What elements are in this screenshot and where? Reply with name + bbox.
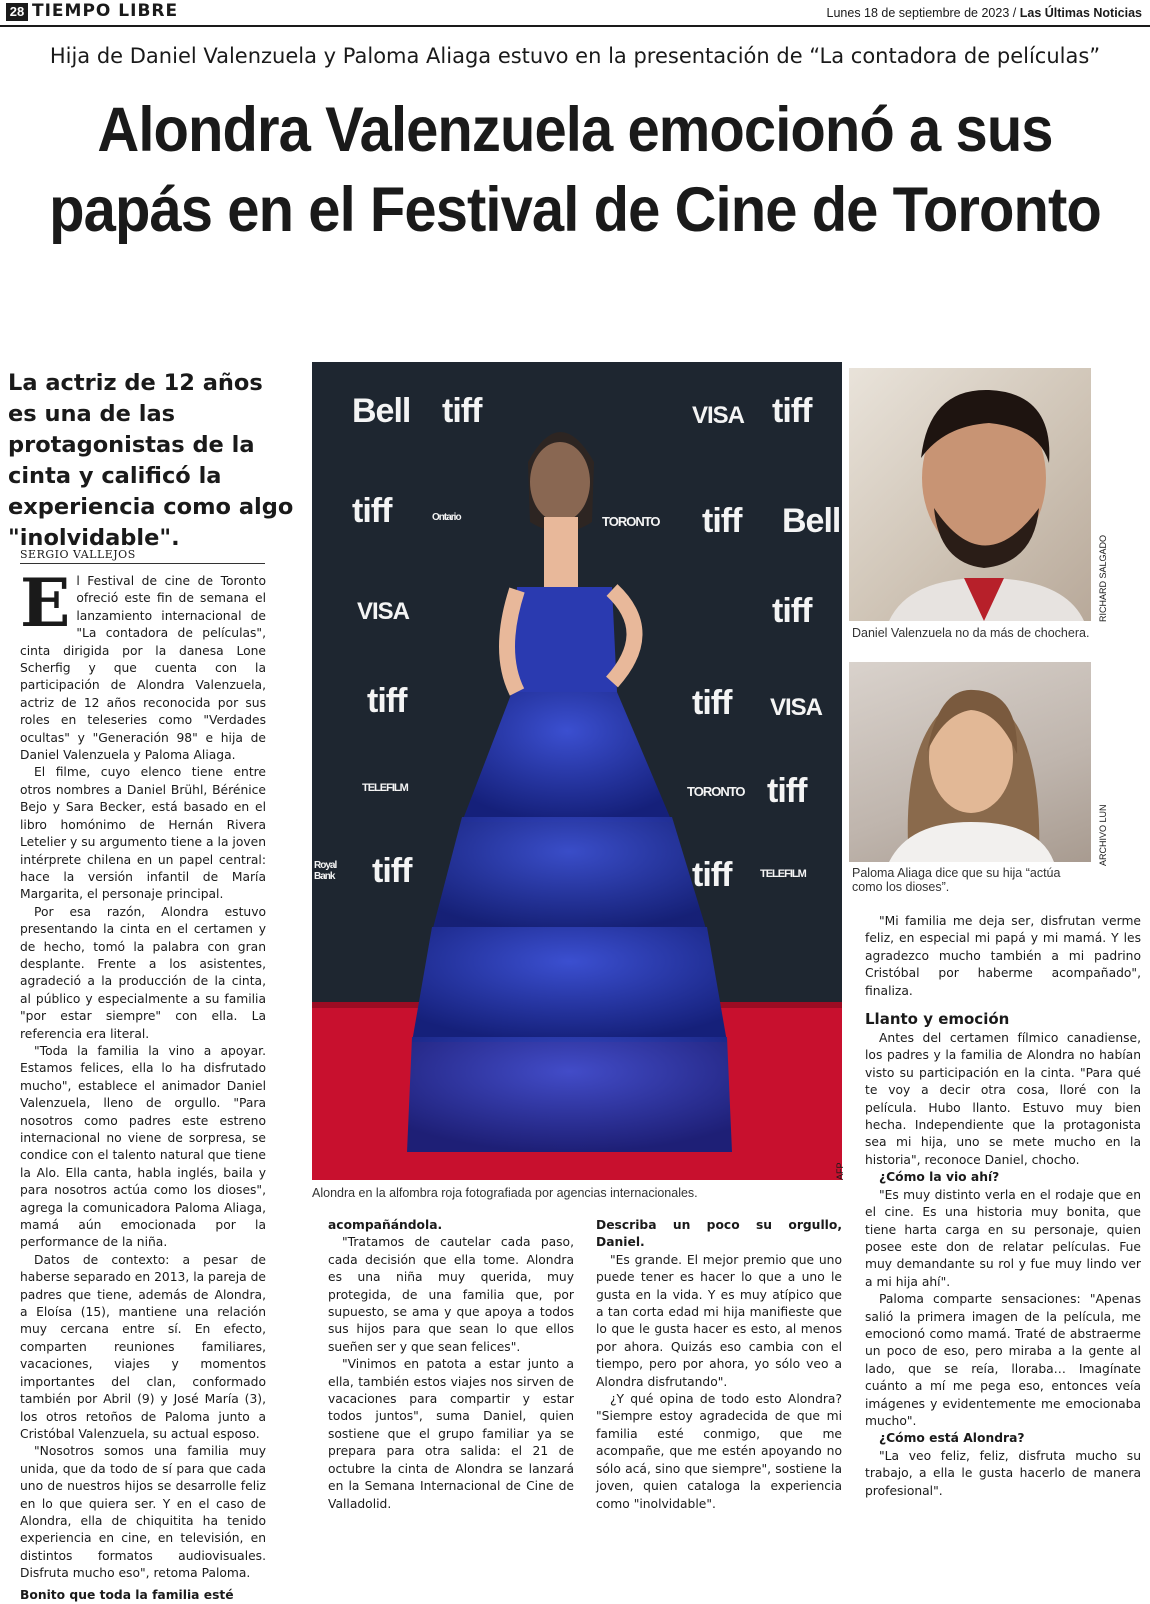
paragraph-7: "Tratamos de cautelar cada paso, cada decisión que ella tome. Alondra es una niña muy querida, muy protegida, de una familia que, por supuesto, se ama y que apoya a todos sus hijos para que sean lo que ellos sueñen ser y que sean felices".	[328, 1235, 574, 1354]
logo-tiff: tiff	[352, 492, 392, 530]
paloma-photo-credit: ARCHIVO LUN	[1098, 804, 1108, 866]
subhead: Llanto y emoción	[865, 1010, 1010, 1029]
header-rule	[0, 25, 1150, 27]
logo-ontario: TELEFILM	[760, 868, 806, 880]
dateline	[827, 6, 1142, 20]
paragraph-6: "Nosotros somos una familia muy unida, que da todo de sí para que cada uno de nuestros hijos se desarrolle feliz en lo que quiera ser. Y en el caso de Alondra, ella de chiquitita ha tenido experiencia en cine, en televisión, en distintos formatos audiovisuales. Disfruta mucho eso", retoma Paloma.	[20, 1444, 266, 1581]
logo-visa: VISA	[770, 694, 823, 721]
paragraph-8: "Vinimos en patota a estar junto a ella, también estos viajes nos sirven de vacaciones para compartir y estar todos juntos", suma Daniel, quien sostiene que el grupo familiar ya se prepara para otra salida: el 21 de octubre la cinta de Alondra se lanzará en la Semana Internacional de Cine de Valladolid.	[328, 1357, 574, 1511]
logo-tiff: tiff	[772, 392, 812, 430]
paragraph-9: "Es grande. El mejor premio que uno puede tener es hacer lo que a uno le gusta en la vida. Y es muy atípico que a tan corta edad mi hija manifieste que lo que le gusta hacer es esto, al menos por ahora. Quizás eso cambia con el tiempo, pero por ahora, yo sólo veo a Alondra disfrutando".	[596, 1252, 842, 1389]
logo-tiff: tiff	[372, 852, 412, 890]
red-carpet-scene	[312, 362, 842, 1180]
paragraph-1	[20, 564, 266, 764]
publication-name: Las Últimas Noticias	[1019, 6, 1142, 20]
dress-bodice	[512, 587, 617, 707]
question-3: ¿Cómo la vio ahí?	[879, 1170, 1000, 1185]
paragraph-5: Datos de contexto: a pesar de haberse separado en 2013, la pareja de padres que tiene, además de Alondra, a Eloísa (15), mantiene una relación muy cercana entre sí. En efecto, comparten reuniones familiares, vacaciones, viajes y momentos importantes del clan, conformado también por Abril (9) y José María (3), los otros retoños de Paloma junto a Cristóbal Valenzuela, su actual esposo.	[20, 1252, 266, 1441]
byline: SERGIO VALLEJOS	[20, 548, 265, 564]
daniel-photo	[849, 368, 1091, 621]
logo-toronto: TORONTO	[687, 784, 745, 799]
logo-ontario: TELEFILM	[362, 782, 408, 794]
headline: Alondra Valenzuela emocionó a sus papás en el Festival de Cine de Toronto	[49, 95, 1101, 245]
daniel-photo-caption: Daniel Valenzuela no da más de chochera.	[852, 626, 1090, 640]
logo-bell: Bell	[352, 392, 411, 430]
paloma-photo-caption: Paloma Aliaga dice que su hija “actúa como los dioses”.	[852, 866, 1061, 894]
paloma-photo	[849, 662, 1091, 862]
main-photo-caption: Alondra en la alfombra roja fotografiada por agencias internacionales.	[312, 1186, 698, 1200]
paragraph-2: El filme, cuyo elenco tiene entre otros nombres a Daniel Brühl, Bérénice Bejo y Sara Becker, está basado en el libro homónimo de Hernán Rivera Letelier y su argumento tiene a la joven intérprete chilena en un papel central: hace la versión infantil de María Margarita, el personaje principal.	[20, 765, 266, 902]
page-number: 28	[6, 3, 28, 21]
logo-visa: VISA	[692, 402, 745, 429]
main-photo-credit: AFP	[835, 1162, 845, 1180]
paragraph-3: Por esa razón, Alondra estuvo presentando la cinta en el certamen y de hecho, tomó la palabra con gran desplante. Frente a los asistentes, agradeció a la producción de la cinta, al público y especialmente a su familia "por estar siempre" con ella. La referencia era literal.	[20, 904, 266, 1041]
paragraph-13: "Es muy distinto verla en el rodaje que en el cine. Es una historia muy bonita, que tiene harta carga en su personaje, quien posee este don de relatar películas. Fue muy demandante su rol y fue muy lindo ver a mi hija ahí".	[865, 1187, 1141, 1289]
logo-tiff: tiff	[692, 684, 732, 722]
logo-royal-bank: Royal Bank	[314, 860, 337, 882]
drop-cap: E	[20, 564, 71, 642]
logo-bell: Bell	[782, 502, 841, 540]
logo-tiff: tiff	[692, 856, 732, 894]
portrait-man	[849, 368, 1091, 621]
lead-paragraph: La actriz de 12 años es una de las protagonistas de la cinta y calificó la experiencia como algo "inolvidable".	[8, 370, 294, 551]
logo-visa: VISA	[357, 598, 410, 625]
section-title: TIEMPO LIBRE	[32, 1, 179, 21]
article-column-4	[865, 913, 1141, 1500]
paragraph-4: "Toda la familia la vino a apoyar. Estamos felices, ella lo ha disfrutado mucho", establece el animador Daniel Valenzuela, lleno de orgullo. "Para nosotros como padres este estreno internacional no viene de sorpresa, se condice con el talento natural que tiene la Alo. Ella canta, habla inglés, baila y para nosotros actúa como los dioses", agrega la comunicadora Paloma Aliaga, mamá aún emocionada por la performance de la niña.	[20, 1043, 266, 1250]
logo-telefilm: Ontario	[432, 512, 461, 523]
question-1-end: acompañándola.	[328, 1218, 443, 1232]
paragraph-1-text: l Festival de cine de Toronto ofreció este fin de semana el lanzamiento internacional de "La contadora de películas", cinta dirigida por la danesa Lone Scherfig y que cuenta con la participación de Alondra Valenzuela, actriz de 12 años reconocida por sus roles en teleseries como "Verdades ocultas" y "Generación 98" e hija de Daniel Valenzuela y Paloma Aliaga.	[20, 574, 266, 763]
article-column-1	[20, 564, 266, 1604]
portrait-woman	[849, 662, 1091, 862]
paragraph-10: ¿Y qué opina de todo esto Alondra? "Siempre estoy agradecida de que mi familia esté conmigo, que me acompañe, que me estén apoyando no sólo acá, sino que siempre", sostiene la joven, quien cataloga la experiencia como "inolvidable".	[596, 1392, 842, 1511]
paragraph-14: Paloma comparte sensaciones: "Apenas salió la primera imagen de la película, me emocionó como mamá. Traté de abstraerme un poco de eso, pero miraba a la gente al lado, que se reía, lloraba… Imagínate cuánto a mí me pega eso, entonces veía imágenes y evidentemente me emocionaba mucho".	[865, 1292, 1141, 1428]
paragraph-12: Antes del certamen fílmico canadiense, los padres y la familia de Alondra no habían visto su participación en la cinta. "Para qué te voy a decir otra cosa, lloré con la película. Hubo llanto. Estuvo muy bien hecha. Independiente que la protagonista sea mi hija, uno se mete mucho en la historia", reconoce Daniel, chocho.	[865, 1031, 1141, 1167]
paragraph-11: "Mi familia me deja ser, disfrutan verme feliz, en especial mi papá y mi mamá. Y les agradezco mucho también a mi padrino Cristóbal por haberme acompañado", finaliza.	[865, 914, 1141, 998]
logo-tiff: tiff	[767, 772, 807, 810]
question-2: Describa un poco su orgullo, Daniel.	[596, 1218, 842, 1250]
question-1-start: Bonito que toda la familia esté	[20, 1587, 234, 1602]
article-column-3	[596, 1217, 842, 1513]
kicker: Hija de Daniel Valenzuela y Paloma Aliaga estuvo en la presentación de “La contadora de películas”	[49, 44, 1101, 68]
logo-tiff: tiff	[772, 592, 812, 630]
article-column-2	[328, 1217, 574, 1513]
logo-tiff: tiff	[702, 502, 742, 540]
main-photo	[312, 362, 842, 1180]
logo-toronto: TORONTO	[602, 514, 660, 529]
daniel-photo-credit: RICHARD SALGADO	[1098, 534, 1108, 622]
question-4: ¿Cómo está Alondra?	[879, 1431, 1025, 1446]
logo-tiff: tiff	[442, 392, 482, 430]
paragraph-15: "La veo feliz, feliz, disfruta mucho su trabajo, a ella le gusta hacerlo de manera profesional".	[865, 1448, 1141, 1498]
logo-tiff: tiff	[367, 682, 407, 720]
date: Lunes 18 de septiembre de 2023 /	[826, 6, 1017, 20]
